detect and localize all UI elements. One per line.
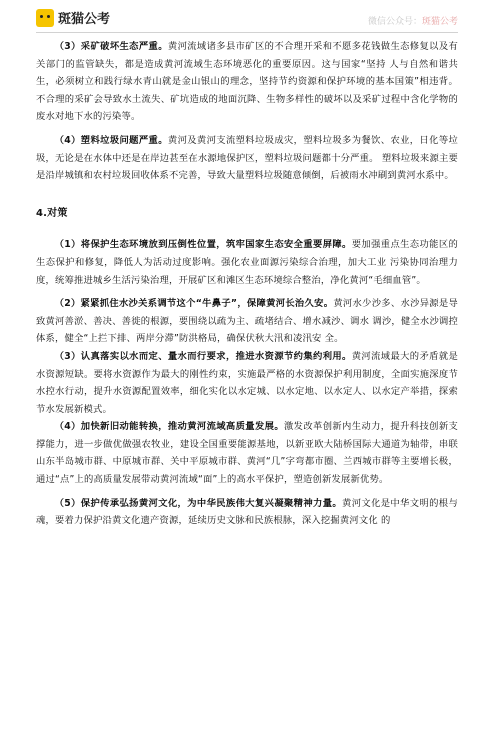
header-divider bbox=[36, 32, 458, 33]
document-body bbox=[36, 38, 458, 530]
paragraph-lead: （3）采矿破坏生态严重。 bbox=[54, 41, 168, 52]
paragraph-text: 要加强重点生态功能区的生态保护和修复，降低人为活动过度影响。强化农业面源污染综合治理，加大工业 污染协同治理力度，统筹推进城乡生活污染治理，开展矿区和滩区生态环境综合整治，净化黄河“毛细血管”。 bbox=[36, 239, 458, 286]
paragraph-measure-1 bbox=[36, 236, 458, 289]
paragraph-plastic bbox=[36, 132, 458, 185]
brand-logo bbox=[36, 8, 110, 27]
paragraph-measure-2 bbox=[36, 295, 458, 348]
paragraph-text: 激发改革创新内生动力，提升科技创新支撑能力，进一步做优做强农牧业，建设全国重要能源基地，以新亚欧大陆桥国际大通道为轴带，串联山东半岛城市群、中原城市群、关中平原城市群、黄河“几”字弯都市圈、兰西城市群等主要增长极，通过“点”上的高质量发展带动黄河流域“面”上的高水平保护，塑造创新发展新优势。 bbox=[36, 421, 458, 486]
paragraph-text: 黄河及黄河支流塑料垃圾成灾，塑料垃圾多为餐饮、农业，日化等垃圾，无论是在水体中还是在岸边甚至在水源地保护区，塑料垃圾问题都十分严重。 塑料垃圾来源主要是沿岸城镇和农村垃圾回收体系不完善，导致大量塑料垃圾随意倾倒，后被雨水冲刷到黄河水系中。 bbox=[36, 134, 458, 182]
paragraph-measure-5 bbox=[36, 495, 458, 530]
wechat-account bbox=[368, 14, 458, 27]
paragraph-lead: （3）认真落实以水而定、量水而行要求，推进水资源节约集约利用。 bbox=[54, 350, 352, 362]
logo-text: 斑猫公考 bbox=[58, 12, 111, 27]
cat-logo-icon bbox=[36, 9, 54, 27]
wechat-label: 微信公众号： bbox=[367, 17, 422, 27]
page-header bbox=[0, 0, 494, 34]
paragraph-text: 黄河流域诸多县市矿区的不合理开采和不愿多花钱做生态修复以及有关部门的监管缺失，都是造成黄河流域生态环境恶化的重要原因。这与国家“坚持 人与自然和谐共生，必须树立和践行绿水青山就是金山银山的理念，坚持节约资源和保护环境的基本国策”相违背。不合理的采矿会导致水土流失、矿坑造成的地面沉降、生物多样性的破坏以及采矿过程中含化学物的废水对地下水的污染等。 bbox=[36, 41, 458, 123]
paragraph-lead: （5）保护传承弘扬黄河文化，为中华民族伟大复兴凝聚精神力量。 bbox=[54, 497, 343, 509]
paragraph-text: 黄河水少沙多、水沙异源是导致黄河善淤、善决、善徙的根源，要围绕以疏为主、疏堵结合、增水减沙、调水 调沙，健全水沙调控体系，健全“上拦下排、两岸分滞”防洪格局，确保伏秋大汛和凌汛安 全。 bbox=[36, 298, 458, 345]
wechat-name: 斑猫公考 bbox=[421, 17, 458, 27]
paragraph-measure-3 bbox=[36, 348, 458, 418]
paragraph-lead: （2）紧紧抓住水沙关系调节这个“牛鼻子”，保障黄河长治久安。 bbox=[54, 298, 334, 310]
paragraph-measure-4 bbox=[36, 418, 458, 488]
paragraph-mining bbox=[36, 38, 458, 126]
paragraph-lead: （1）将保护生态环境放到压倒性位置，筑牢国家生态安全重要屏障。 bbox=[54, 239, 352, 251]
paragraph-text: 黄河文化是中华文明的根与魂，要着力保护沿黄文化遗产资源，延续历史文脉和民族根脉，深入挖掘黄河文化 的 bbox=[36, 497, 458, 527]
paragraph-text: 黄河流域最大的矛盾就是水资源短缺。要将水资源作为最大的刚性约束，实施最严格的水资源保护利用制度，全面实施深度节水控水行动，提升水资源配置效率，细化实化以水定城、以水定地、以水定人、以水定产举措，探索节水发展新模式。 bbox=[36, 350, 458, 415]
paragraph-lead: （4）加快新旧动能转换，推动黄河流域高质量发展。 bbox=[54, 421, 284, 433]
paragraph-lead: （4）塑料垃圾问题严重。 bbox=[54, 134, 168, 146]
section-title: 4.对策 bbox=[36, 207, 68, 219]
